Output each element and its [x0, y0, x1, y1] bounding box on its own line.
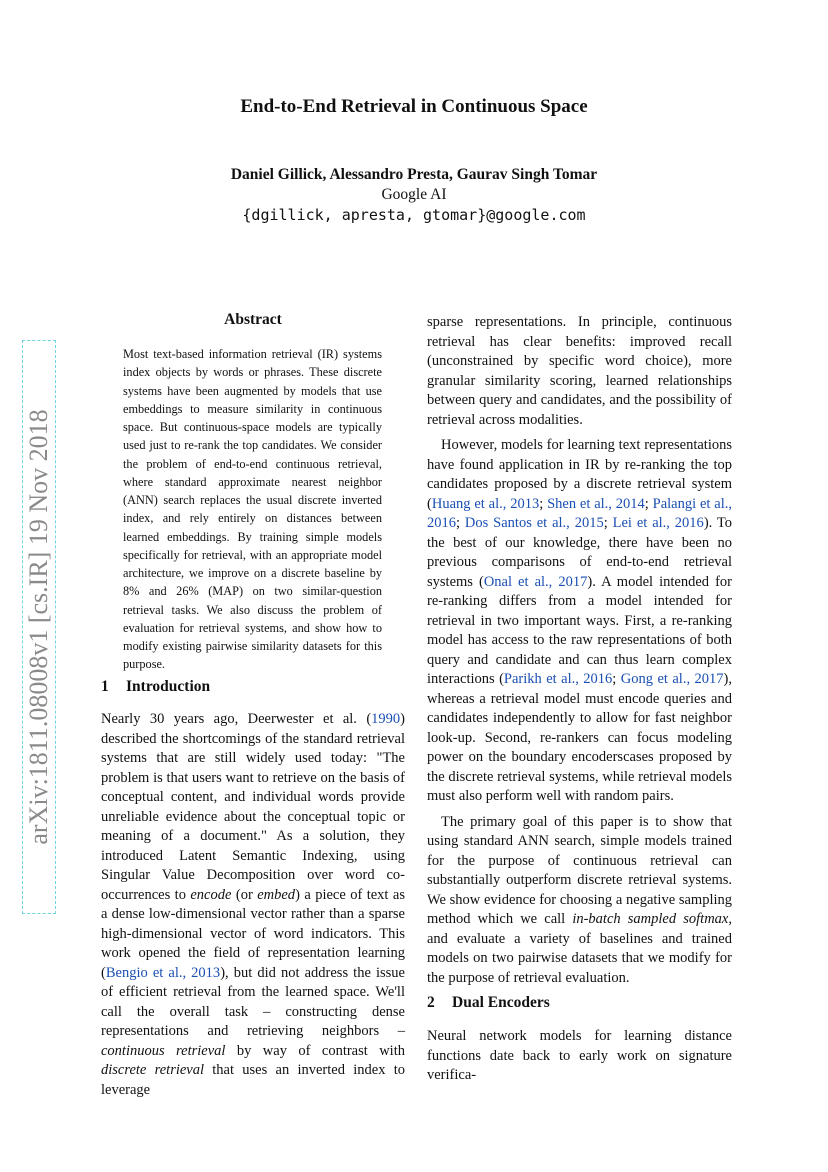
paper-title: End-to-End Retrieval in Continuous Space: [240, 96, 588, 117]
abstract-body: Most text-based information retrieval (IR) systems index objects by words or phrases. These discrete systems have been augmented by models that use embeddings to measure similarity in continuous space. But continuous-space models are typically used just to re-rank the top candidates. We consider the problem of end-to-end continuous retrieval, where standard approximate nearest neighbor (ANN) search replaces the usual discrete inverted index, and rely entirely on distances between learned embeddings. By training simple models specifically for retrieval, with an appropriate model architecture, we improve on a discrete baseline by 8% and 26% (MAP) on two similar-question retrieval tasks. We also discuss the problem of evaluation for retrieval systems, and show how to modify existing pairwise similarity datasets for this purpose.: [123, 347, 382, 672]
right-paragraph-1: sparse representations. In principle, continuous retrieval has clear benefits: improved recall (unconstrained by specific word choice), more granular similarity scoring, learned relationships between query and candidates, and the possibility of retrieval across modalities.: [427, 314, 732, 428]
citation-link[interactable]: 1990: [371, 711, 401, 727]
citation-link[interactable]: Dos Santos et al., 2015: [464, 515, 604, 531]
citation-link[interactable]: Parikh et al., 2016: [503, 671, 613, 687]
introduction-paragraph: Nearly 30 years ago, Deerwester et al. (1990) described the shortcomings of the standard retrieval systems that are still widely used today: "The problem is that users want to retrieve on the basis of conceptual content, and individual words provide unreliable evidence about the conceptual topic or meaning of a document." As a solution, they introduced Latent Semantic Indexing, using Singular Value Decomposition over word co-occurrences to encode (or embed) a piece of text as a dense low-dimensional vector rather than a sparse high-dimensional vector of word indicators. This work opened the field of representation learning (Bengio et al., 2013), but did not address the issue of efficient retrieval from the learned space. We'll call the overall task – constructing dense representations and retrieving neighbors – continuous retrieval by way of contrast with discrete retrieval that uses an inverted index to leverage: [101, 711, 405, 1098]
citation-link[interactable]: Lei et al., 2016: [612, 515, 704, 531]
arxiv-stamp-text: arXiv:1811.08008v1 [cs.IR] 19 Nov 2018: [24, 409, 53, 845]
section-1-title: Introduction: [126, 678, 211, 695]
section-2-number: 2: [427, 994, 435, 1011]
section-2-title: Dual Encoders: [452, 994, 550, 1011]
abstract-heading: Abstract: [224, 311, 282, 328]
citation-link[interactable]: Palangi et al., 2016: [427, 495, 733, 531]
right-column-text: [427, 313, 732, 988]
section-1-number: 1: [101, 678, 109, 695]
citation-link[interactable]: Gong et al., 2017: [620, 671, 724, 687]
citation-link[interactable]: Huang et al., 2013: [431, 495, 540, 512]
right-paragraph-2: However, models for learning text representations have found application in IR by re-ranking the top candidates proposed by a discrete retrieval system (Huang et al., 2013; Shen et al., 2014; Palangi et al., 2016; Dos Santos et al., 2015; Lei et al., 2016). To the best of our knowledge, there have been no previous comparisons of end-to-end retrieval systems (Onal et al., 2017). A model intended for re-ranking differs from a model intended for retrieval in two important ways. First, a re-ranking model has access to the raw representations of both query and candidate and can thus learn complex interactions (Parikh et al., 2016; Gong et al., 2017), whereas a retrieval model must encode queries and candidates independently to allow for fast neighbor look-up. Second, re-rankers can focus modeling power on the boundary encoderscases proposed by the discrete retrieval systems, while retrieval models must also perform well with random pairs.: [427, 437, 733, 804]
affiliation: Google AI: [381, 186, 447, 203]
author-emails: {dgillick, apresta, gtomar}@google.com: [242, 206, 586, 224]
section-2-heading: [427, 994, 550, 1012]
dual-encoders-paragraph: Neural network models for learning distance functions date back to early work on signature verifica-: [427, 1028, 732, 1083]
section-1-heading: [101, 678, 210, 696]
author-list: Daniel Gillick, Alessandro Presta, Gaurav Singh Tomar: [230, 166, 598, 183]
right-paragraph-3: The primary goal of this paper is to show that using standard ANN search, simple models trained for the purpose of continuous retrieval can substantially outperform discrete retrieval systems. We show evidence for choosing a negative sampling method which we call in-batch sampled softmax, and evaluate a variety of baselines and trained models on two pairwise datasets that we modify for the purpose of retrieval evaluation.: [427, 813, 732, 986]
citation-link[interactable]: Shen et al., 2014: [547, 495, 645, 512]
arxiv-stamp: [22, 340, 56, 914]
citation-link[interactable]: Onal et al., 2017: [483, 573, 588, 590]
citation-link[interactable]: Bengio et al., 2013: [105, 964, 221, 981]
